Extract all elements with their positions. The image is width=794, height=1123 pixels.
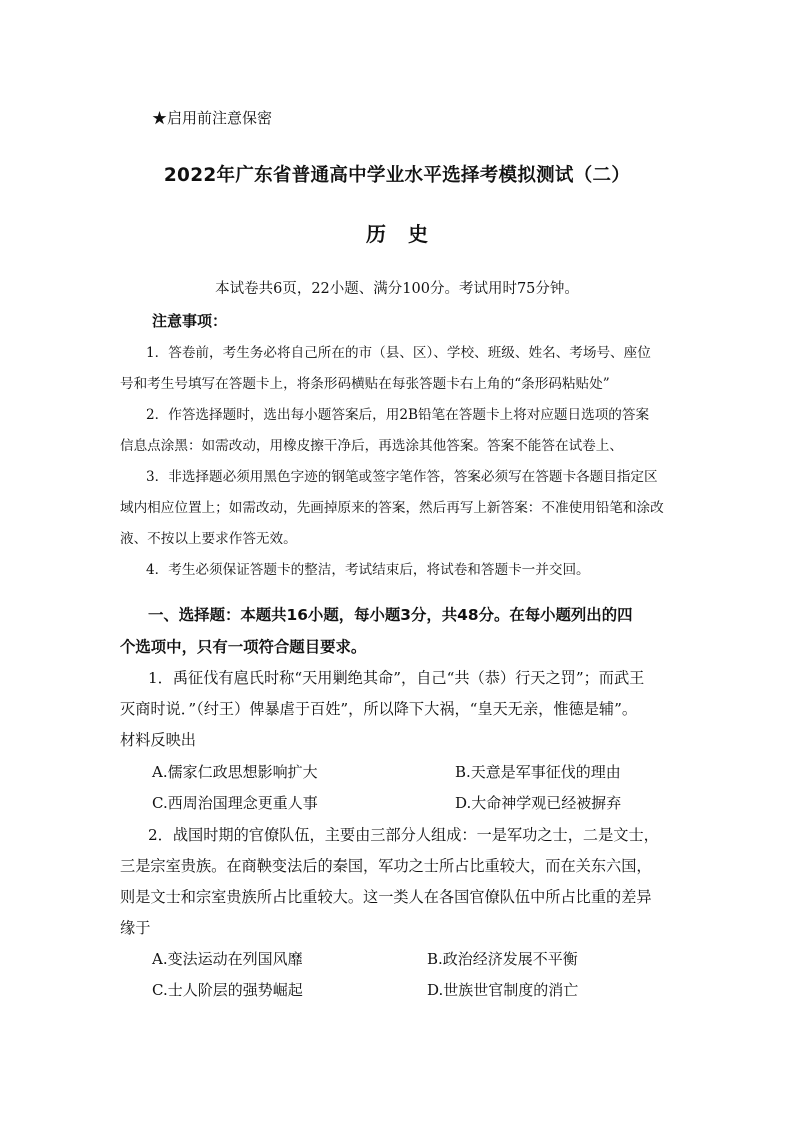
option-d: D.世族世官制度的消亡 bbox=[427, 981, 579, 999]
option-c: C.士人阶层的强势崛起 bbox=[152, 981, 303, 999]
exam-info: 本试卷共6页，22小题、满分100分。考试用时75分钟。 bbox=[215, 281, 579, 297]
subject-title: 历史 bbox=[366, 222, 450, 246]
notes-heading: 注意事项： bbox=[152, 312, 228, 330]
question-line: 则是文士和宗室贵族所占比重较大。这一类人在各国官僚队伍中所占比重的差异 bbox=[120, 888, 652, 906]
option-d: D.大命神学观已经被摒弃 bbox=[455, 794, 622, 812]
notes-line: 域内相应位置上；如需改动，先画掉原来的答案，然后再写上新答案：不准使用铅笔和涂改 bbox=[120, 500, 664, 516]
question-line: 1．禹征伐有扈氏时称“天用剿绝其命”，自己“共（恭）行天之罚”；而武王 bbox=[148, 669, 645, 687]
option-c: C.西周治国理念更重人事 bbox=[152, 794, 318, 812]
notes-line: 3．非选择题必须用黑色字迹的钢笔或签字笔作答，答案必须写在答题卡各题目指定区 bbox=[146, 469, 658, 485]
section-heading: 个选项中，只有一项符合题目要求。 bbox=[120, 638, 367, 656]
option-b: B.政治经济发展不平衡 bbox=[427, 950, 578, 968]
question-line: 2．战国时期的官僚队伍，主要由三部分人组成：一是军功之士，二是文士， bbox=[148, 826, 659, 844]
notes-line: 信息点涂黑：如需改动，用橡皮擦干净后，再选涂其他答案。答案不能答在试卷上、 bbox=[120, 438, 623, 454]
notes-line: 2．作答选择题时，选出每小题答案后，用2B铅笔在答题卡上将对应题日选项的答案 bbox=[146, 407, 650, 423]
notes-line: 号和考生号填写在答题卡上，将条形码横贴在每张答题卡右上角的“条形码粘贴处” bbox=[120, 376, 610, 392]
option-b: B.天意是军事征伐的理由 bbox=[455, 763, 621, 781]
option-a: A.儒家仁政思想影响扩大 bbox=[152, 763, 318, 781]
question-line: 三是宗室贵族。在商鞅变法后的秦国，军功之士所占比重较大，而在关东六国， bbox=[120, 857, 652, 875]
notes-line: 液、不按以上要求作答无效。 bbox=[120, 531, 297, 547]
question-line: 材料反映出 bbox=[120, 731, 196, 749]
exam-title: 2022年广东省普通高中学业水平选择考模拟测试（二） bbox=[163, 165, 631, 186]
notes-line: 1．答卷前，考生务必将自己所在的市（县、区）、学校、班级、姓名、考场号、座位 bbox=[146, 345, 651, 361]
section-heading: 一、选择题：本题共16小题，每小题3分，共48分。在每小题列出的四 bbox=[148, 606, 633, 624]
confidential-notice: ★启用前注意保密 bbox=[152, 109, 273, 127]
option-a: A.变法运动在列国风靡 bbox=[152, 950, 303, 968]
question-line: 缘于 bbox=[120, 919, 151, 937]
question-line: 灭商时说．”（纣王）俾暴虐于百姓”，所以降下大祸，“皇天无亲，惟德是辅”。 bbox=[120, 700, 638, 718]
notes-line: 4．考生必须保证答题卡的整洁，考试结束后，将试卷和答题卡一并交回。 bbox=[146, 562, 590, 578]
